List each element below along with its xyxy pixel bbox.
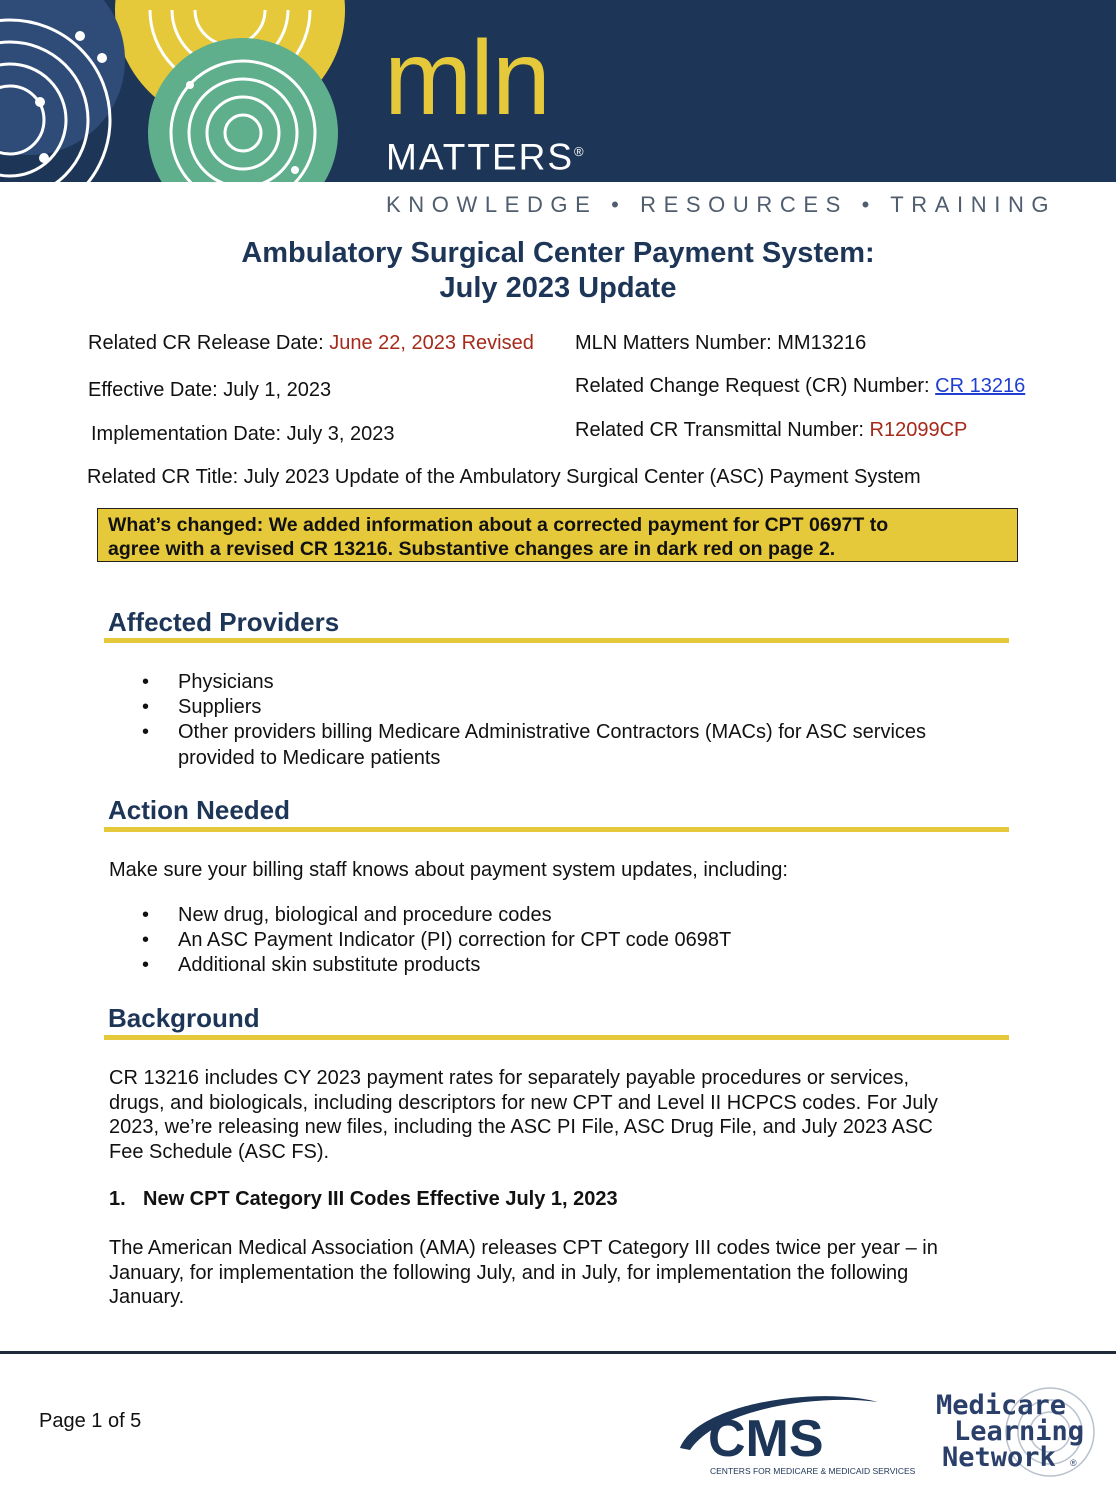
cms-logo [668, 1388, 918, 1480]
medicare-learning-network-logo [930, 1384, 1110, 1484]
implementation-date: Implementation Date: July 3, 2023 [91, 423, 395, 445]
cr-number [575, 374, 1025, 398]
mln-matters-number: MLN Matters Number: MM13216 [575, 332, 867, 354]
mln-logo-text: mln [384, 19, 549, 137]
paragraph-line: The American Medical Association (AMA) releases CPT Category III codes twice per year – in [109, 1237, 938, 1259]
effective-date: Effective Date: July 1, 2023 [88, 379, 332, 401]
cr-number-link[interactable]: CR 13216 [935, 375, 1026, 397]
paragraph-line: drugs, and biologicals, including descriptors for new CPT and Level II HCPCS codes. For July [109, 1091, 938, 1114]
transmittal-label: Related CR Transmittal Number: [575, 419, 870, 441]
section-divider [104, 827, 1009, 832]
tagline: KNOWLEDGE • RESOURCES • TRAINING [386, 192, 1057, 217]
page-title [0, 236, 1116, 306]
mln-net-line-2: Learning [954, 1416, 1085, 1447]
list-item-continuation: provided to Medicare patients [178, 747, 441, 769]
list-item: • Suppliers [142, 695, 926, 720]
release-date [88, 331, 534, 355]
transmittal-value: R12099CP [869, 419, 968, 441]
cr-number-label: Related Change Request (CR) Number: [575, 375, 936, 397]
whats-changed-line-1: What’s changed: We added information about a corrected payment for CPT 0697T to [108, 514, 889, 536]
cms-logo-subtitle: CENTERS FOR MEDICARE & MEDICAID SERVICES [710, 1466, 916, 1476]
section-divider [104, 638, 1009, 643]
whats-changed-box [97, 508, 1018, 562]
title-line-1: Ambulatory Surgical Center Payment System: [241, 237, 875, 269]
background-heading: Background [108, 1003, 260, 1033]
matters-logo-text [386, 132, 584, 177]
paragraph-line: 2023, we’re releasing new files, including the ASC PI File, ASC Drug File, and July 2023 ASC [109, 1116, 933, 1138]
decorative-circles-art [0, 0, 360, 182]
title-line-2: July 2023 Update [439, 272, 677, 304]
release-date-label: Related CR Release Date: [88, 332, 330, 354]
cr-title: Related CR Title: July 2023 Update of the Ambulatory Surgical Center (ASC) Payment System [87, 466, 921, 488]
paragraph-line: January. [109, 1286, 185, 1308]
list-item: • Other providers billing Medicare Administrative Contractors (MACs) for ASC services [142, 720, 926, 745]
action-needed-intro: Make sure your billing staff knows about payment system updates, including: [109, 859, 788, 881]
subsection-heading [109, 1187, 618, 1211]
action-needed-list [142, 903, 731, 978]
header-banner [0, 0, 1116, 182]
list-item: • An ASC Payment Indicator (PI) correction for CPT code 0698T [142, 928, 731, 953]
background-paragraph [109, 1066, 1009, 1164]
subsection-number: 1. [109, 1188, 126, 1210]
mln-net-line-1: Medicare [936, 1390, 1067, 1421]
list-item: • Additional skin substitute products [142, 953, 731, 978]
paragraph-line: CR 13216 includes CY 2023 payment rates for separately payable procedures or services, [109, 1067, 910, 1089]
list-item: • New drug, biological and procedure codes [142, 903, 731, 928]
paragraph-line: Fee Schedule (ASC FS). [109, 1140, 330, 1163]
page-number: Page 1 of 5 [39, 1410, 142, 1432]
matters-word: MATTERS [386, 136, 575, 178]
affected-providers-heading: Affected Providers [108, 607, 340, 637]
transmittal-number [575, 418, 967, 442]
subsection-title: New CPT Category III Codes Effective July 1, 2023 [143, 1188, 618, 1210]
footer-divider [0, 1351, 1116, 1354]
list-item: • Physicians [142, 670, 926, 695]
paragraph-line: January, for implementation the following July, and in July, for implementation the following [109, 1261, 909, 1284]
release-date-value: June 22, 2023 Revised [329, 332, 534, 354]
subsection-paragraph [109, 1236, 1009, 1310]
mln-net-line-3: Network [942, 1442, 1056, 1473]
action-needed-heading: Action Needed [108, 795, 291, 825]
affected-providers-list [142, 670, 926, 745]
cms-logo-text: CMS [708, 1410, 824, 1468]
registered-mark: ® [574, 144, 584, 159]
mln-net-registered: ® [1070, 1458, 1077, 1468]
whats-changed-line-2: agree with a revised CR 13216. Substantive changes are in dark red on page 2. [108, 538, 836, 560]
section-divider [104, 1035, 1009, 1040]
